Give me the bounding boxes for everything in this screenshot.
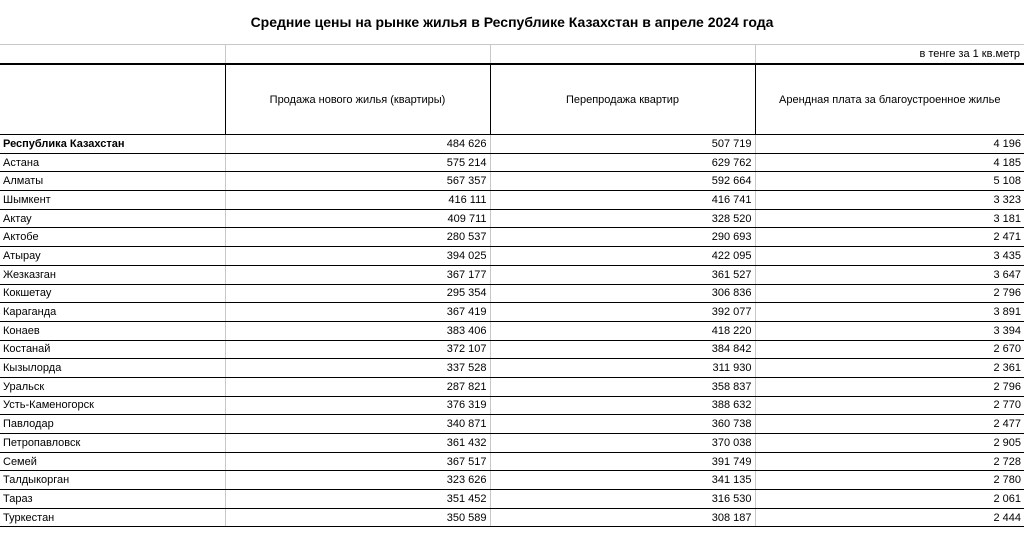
rent-cell: 2 905 — [755, 434, 1024, 453]
region-cell: Шымкент — [0, 191, 225, 210]
grid-line — [755, 44, 756, 63]
resale-cell: 388 632 — [490, 396, 755, 415]
resale-cell: 306 836 — [490, 284, 755, 303]
resale-cell: 629 762 — [490, 153, 755, 172]
rent-cell: 4 185 — [755, 153, 1024, 172]
grid-line — [225, 44, 226, 63]
region-cell: Алматы — [0, 172, 225, 191]
region-cell: Актау — [0, 209, 225, 228]
region-cell: Кокшетау — [0, 284, 225, 303]
header-row — [0, 64, 1024, 135]
region-cell: Астана — [0, 153, 225, 172]
new-housing-cell: 372 107 — [225, 340, 490, 359]
new-housing-cell: 337 528 — [225, 359, 490, 378]
resale-cell: 328 520 — [490, 209, 755, 228]
new-housing-cell: 361 432 — [225, 434, 490, 453]
rent-cell: 2 796 — [755, 284, 1024, 303]
new-housing-cell: 351 452 — [225, 490, 490, 509]
resale-cell: 391 749 — [490, 452, 755, 471]
region-cell: Атырау — [0, 247, 225, 266]
new-housing-cell: 287 821 — [225, 377, 490, 396]
rent-cell: 3 647 — [755, 265, 1024, 284]
table-row — [0, 265, 1024, 284]
rent-cell: 3 891 — [755, 303, 1024, 322]
region-cell: Жезказган — [0, 265, 225, 284]
resale-cell: 392 077 — [490, 303, 755, 322]
table-body — [0, 135, 1024, 527]
new-housing-cell: 567 357 — [225, 172, 490, 191]
new-housing-cell: 295 354 — [225, 284, 490, 303]
rent-cell: 2 796 — [755, 377, 1024, 396]
region-cell: Караганда — [0, 303, 225, 322]
table-row — [0, 471, 1024, 490]
region-cell: Усть-Каменогорск — [0, 396, 225, 415]
new-housing-cell: 416 111 — [225, 191, 490, 210]
resale-cell: 361 527 — [490, 265, 755, 284]
resale-cell: 358 837 — [490, 377, 755, 396]
table-row — [0, 340, 1024, 359]
rent-cell: 2 477 — [755, 415, 1024, 434]
region-cell: Конаев — [0, 321, 225, 340]
table-row — [0, 508, 1024, 527]
new-housing-cell: 575 214 — [225, 153, 490, 172]
new-housing-cell: 409 711 — [225, 209, 490, 228]
region-cell: Талдыкорган — [0, 471, 225, 490]
resale-cell: 507 719 — [490, 135, 755, 154]
resale-cell: 422 095 — [490, 247, 755, 266]
resale-cell: 370 038 — [490, 434, 755, 453]
region-cell: Семей — [0, 452, 225, 471]
rent-cell: 2 780 — [755, 471, 1024, 490]
table-row — [0, 434, 1024, 453]
rent-cell: 2 444 — [755, 508, 1024, 527]
units-row — [0, 44, 1024, 64]
rent-cell: 3 394 — [755, 321, 1024, 340]
new-housing-cell: 350 589 — [225, 508, 490, 527]
rent-cell: 3 435 — [755, 247, 1024, 266]
resale-cell: 308 187 — [490, 508, 755, 527]
table-row — [0, 303, 1024, 322]
region-cell: Республика Казахстан — [0, 135, 225, 154]
region-cell: Тараз — [0, 490, 225, 509]
region-cell: Петропавловск — [0, 434, 225, 453]
new-housing-cell: 376 319 — [225, 396, 490, 415]
header-rent: Арендная плата за благоустроенное жилье — [755, 64, 1024, 135]
resale-cell: 416 741 — [490, 191, 755, 210]
new-housing-cell: 280 537 — [225, 228, 490, 247]
table-row — [0, 153, 1024, 172]
region-cell: Костанай — [0, 340, 225, 359]
table-row — [0, 172, 1024, 191]
rent-cell: 2 471 — [755, 228, 1024, 247]
table-row — [0, 135, 1024, 154]
resale-cell: 316 530 — [490, 490, 755, 509]
new-housing-cell: 484 626 — [225, 135, 490, 154]
table-title: Средние цены на рынке жилья в Республике Казахстан в апреле 2024 года — [250, 14, 774, 30]
rent-cell: 2 728 — [755, 452, 1024, 471]
header-new-housing: Продажа нового жилья (квартиры) — [225, 64, 490, 135]
resale-cell: 341 135 — [490, 471, 755, 490]
new-housing-cell: 394 025 — [225, 247, 490, 266]
rent-cell: 3 323 — [755, 191, 1024, 210]
table-row — [0, 415, 1024, 434]
rent-cell: 3 181 — [755, 209, 1024, 228]
rent-cell: 2 061 — [755, 490, 1024, 509]
table-row — [0, 247, 1024, 266]
rent-cell: 5 108 — [755, 172, 1024, 191]
table-row — [0, 490, 1024, 509]
header-resale: Перепродажа квартир — [490, 64, 755, 135]
resale-cell: 290 693 — [490, 228, 755, 247]
new-housing-cell: 367 177 — [225, 265, 490, 284]
rent-cell: 2 361 — [755, 359, 1024, 378]
resale-cell: 360 738 — [490, 415, 755, 434]
new-housing-cell: 323 626 — [225, 471, 490, 490]
resale-cell: 311 930 — [490, 359, 755, 378]
region-cell: Павлодар — [0, 415, 225, 434]
rent-cell: 2 670 — [755, 340, 1024, 359]
rent-cell: 2 770 — [755, 396, 1024, 415]
rent-cell: 4 196 — [755, 135, 1024, 154]
table-row — [0, 191, 1024, 210]
grid-line — [490, 44, 491, 63]
table-row — [0, 321, 1024, 340]
table-row — [0, 452, 1024, 471]
table-row — [0, 396, 1024, 415]
region-cell: Актобе — [0, 228, 225, 247]
units-label: в тенге за 1 кв.метр — [919, 48, 1020, 60]
resale-cell: 418 220 — [490, 321, 755, 340]
resale-cell: 384 842 — [490, 340, 755, 359]
table-row — [0, 377, 1024, 396]
region-cell: Туркестан — [0, 508, 225, 527]
table-row — [0, 228, 1024, 247]
resale-cell: 592 664 — [490, 172, 755, 191]
table-row — [0, 209, 1024, 228]
new-housing-cell: 340 871 — [225, 415, 490, 434]
region-cell: Уральск — [0, 377, 225, 396]
header-region — [0, 64, 225, 135]
table-row — [0, 359, 1024, 378]
new-housing-cell: 383 406 — [225, 321, 490, 340]
prices-table — [0, 63, 1024, 527]
table-row — [0, 284, 1024, 303]
region-cell: Кызылорда — [0, 359, 225, 378]
new-housing-cell: 367 517 — [225, 452, 490, 471]
new-housing-cell: 367 419 — [225, 303, 490, 322]
